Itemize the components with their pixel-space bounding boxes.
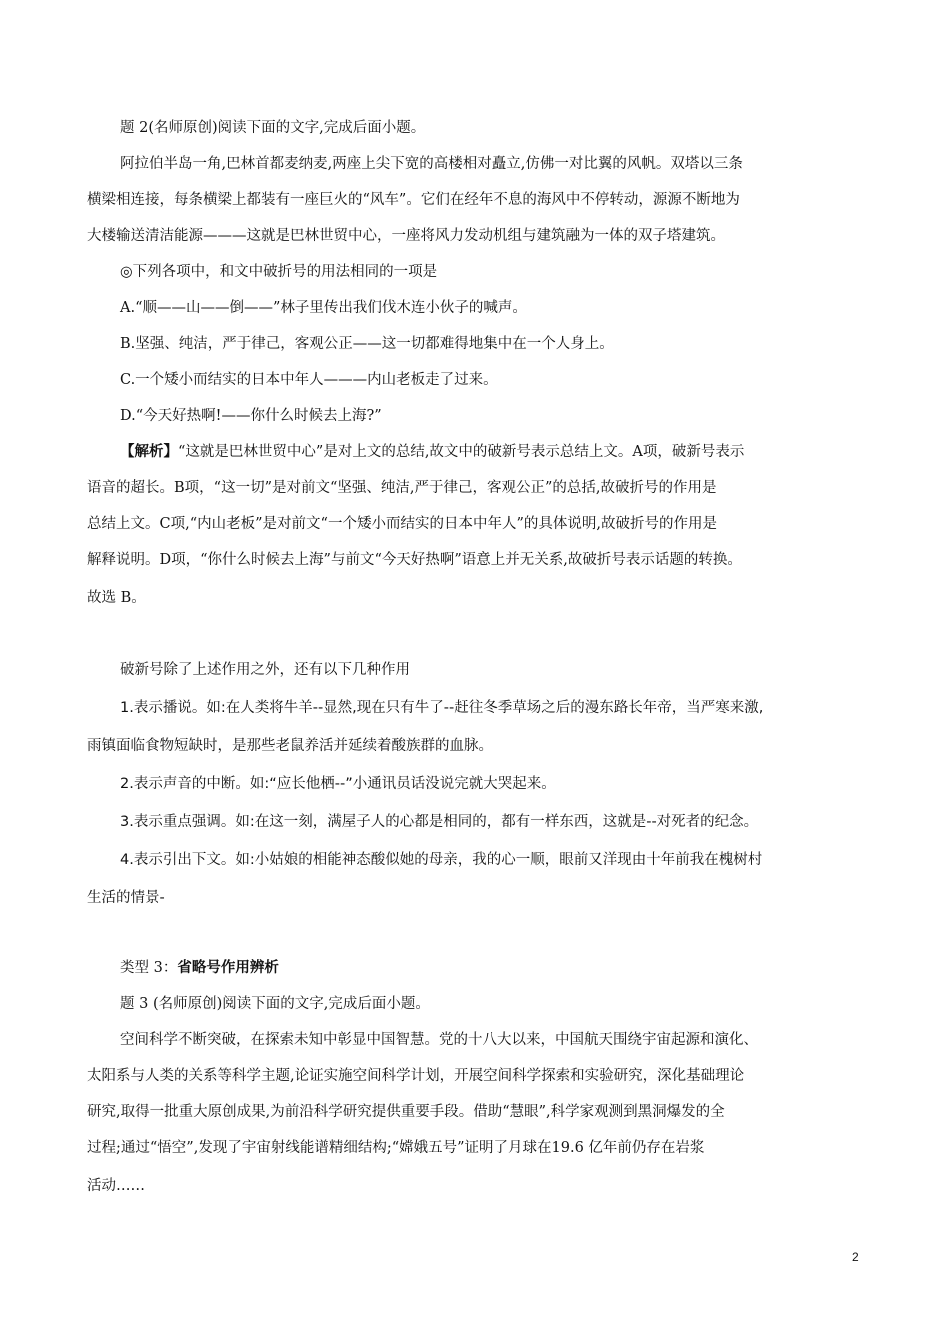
type3-heading: 省略号作用辨析 xyxy=(177,960,279,976)
q3-passage-line-1: 空间科学不断突破，在探索未知中彰显中国智慧。党的十八大以来，中国航天围绕宇宙起源和演化、 xyxy=(120,1032,758,1048)
q2-passage-line-3: 大楼输送清洁能源———这就是巴林世贸中心，一座将风力发动机组与建筑融为一体的双子塔建筑。 xyxy=(87,228,725,244)
q2-analysis-line-2: 语音的超长。B项，“这一切”是对前文“坚强、纯洁,严于律己，客观公正”的总括,故破折号的作用是 xyxy=(87,480,717,496)
q2-analysis-line-4: 解释说明。D项，“你什么时候去上海”与前文“今天好热啊”语意上并无关系,故破折号表示话题的转换。 xyxy=(87,552,742,568)
analysis-text: “这就是巴林世贸中心”是对上文的总结,故文中的破新号表示总结上文。A项，破新号表示 xyxy=(178,444,745,460)
dash-use-line-4: 3.表示重点强调。如:在这一刻，满屋子人的心都是相同的，都有一样东西，这就是--对死者的纪念。 xyxy=(120,814,759,830)
q2-option-a: A.“顺——山——倒——”林子里传出我们伐木连小伙子的喊声。 xyxy=(120,300,527,316)
q3-title: 题 3 (名师原创)阅读下面的文字,完成后面小题。 xyxy=(120,996,430,1012)
analysis-label: 【解析】 xyxy=(120,443,178,460)
q3-passage-line-3: 研究,取得一批重大原创成果,为前沿科学研究提供重要手段。借助“慧眼”,科学家观测到黑洞爆发的全 xyxy=(87,1104,725,1120)
q2-passage-line-1: 阿拉伯半岛一角,巴林首都麦纳麦,两座上尖下宽的高楼相对矗立,仿佛一对比翼的风帆。双塔以三条 xyxy=(120,156,743,172)
dash-use-line-6: 生活的情景- xyxy=(87,890,165,906)
q2-option-c: C.一个矮小而结实的日本中年人———内山老板走了过来。 xyxy=(120,372,498,388)
dash-use-line-3: 2.表示声音的中断。如:“应长他栖--”小通讯员话没说完就大哭起来。 xyxy=(120,776,556,792)
dash-use-line-1: 1.表示播说。如:在人类将牛羊--显然,现在只有牛了--赶往冬季草场之后的漫东路长年帝，当严寒来激, xyxy=(120,700,764,716)
q2-option-b: B.坚强、纯洁，严于律己，客观公正——这一切都难得地集中在一个人身上。 xyxy=(120,336,614,352)
dash-use-line-5: 4.表示引出下文。如:小姑娘的相能神态酸似她的母亲，我的心一顺，眼前又洋现由十年前我在槐树村 xyxy=(120,852,763,868)
q3-passage-line-4: 过程;通过“悟空”,发现了宇宙射线能谱精细结构;“嫦娥五号”证明了月球在19.6 亿年前仍存在岩浆 xyxy=(87,1140,705,1156)
q3-passage-line-2: 太阳系与人类的关系等科学主题,论证实施空间科学计划，开展空间科学探索和实验研究，深化基础理论 xyxy=(87,1068,745,1084)
dash-uses-intro: 破新号除了上述作用之外，还有以下几种作用 xyxy=(120,662,410,678)
q3-passage-line-5: 活动…… xyxy=(87,1178,145,1194)
q2-title: 题 2(名师原创)阅读下面的文字,完成后面小题。 xyxy=(120,120,426,136)
dash-use-line-2: 雨镇面临食物短缺时，是那些老鼠养活并延续着酸族群的血脉。 xyxy=(87,738,493,754)
q2-option-d: D.“今天好热啊!——你什么时候去上海?” xyxy=(120,408,382,424)
q2-analysis-line-1 xyxy=(120,442,744,462)
q2-passage-line-2: 横梁相连接，每条横梁上都装有一座巨火的“风车”。它们在经年不息的海风中不停转动，源源不断地为 xyxy=(87,192,740,208)
q2-analysis-line-3: 总结上文。C项,“内山老板”是对前文“一个矮小而结实的日本中年人”的具体说明,故破折号的作用是 xyxy=(87,516,717,532)
q2-question: ◎下列各项中，和文中破折号的用法相同的一项是 xyxy=(120,264,438,280)
page-number: 2 xyxy=(852,1250,859,1264)
type3-label: 类型 3： xyxy=(120,960,178,976)
type3-heading-line xyxy=(120,958,279,978)
q2-analysis-line-5: 故选 B。 xyxy=(87,590,146,606)
